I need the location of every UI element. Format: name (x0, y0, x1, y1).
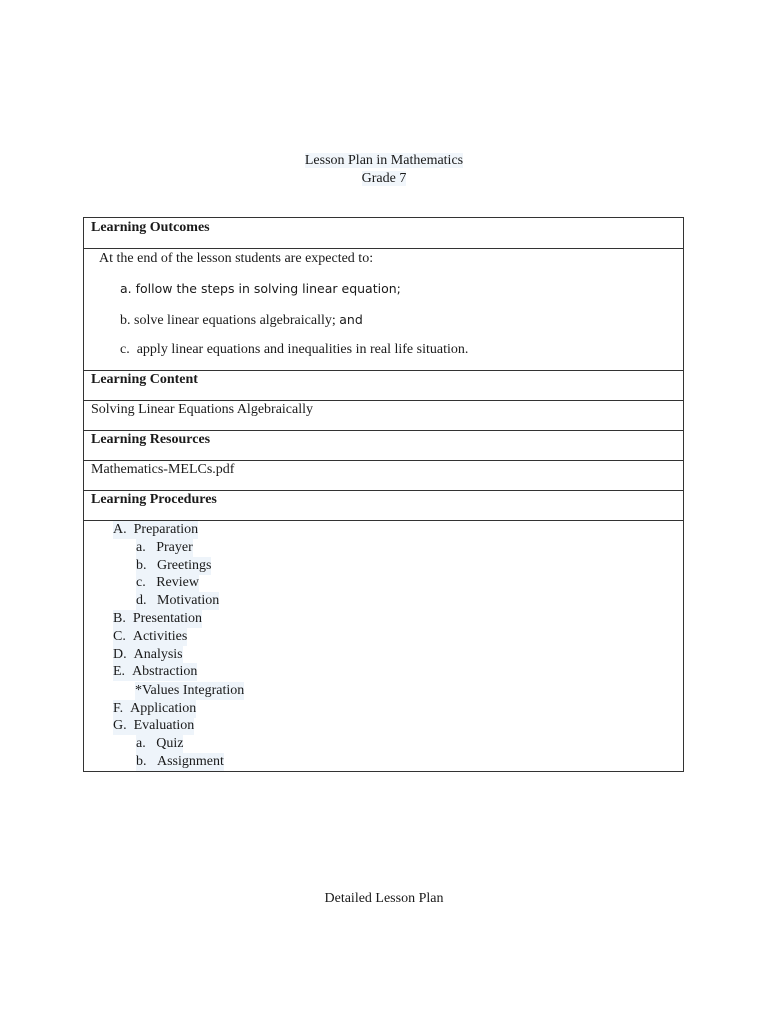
procedures-heading-cell (84, 491, 684, 521)
outcomes-heading-cell (84, 218, 684, 249)
footer-title: Detailed Lesson Plan (324, 891, 444, 906)
resources-heading-cell (84, 431, 684, 461)
outcome-item-a: a. follow the steps in solving linear equation; (120, 281, 401, 296)
outcome-item-c: c. apply linear equations and inequalities in real life situation. (120, 342, 469, 357)
resources-value: Mathematics-MELCs.pdf (91, 462, 235, 477)
procedure-subitem: d. Motivation (136, 593, 220, 608)
content-heading: Learning Content (91, 372, 198, 387)
procedure-subitem: c. Review (136, 575, 199, 590)
outcomes-heading: Learning Outcomes (91, 220, 210, 235)
procedure-item-g-upper: G. Evaluation (113, 718, 195, 733)
outcomes-body-cell (84, 249, 684, 371)
resources-heading: Learning Resources (91, 432, 211, 447)
content-value-cell (84, 401, 684, 431)
procedure-subitem: a. Quiz (136, 736, 184, 751)
procedure-item-d-upper: D. Analysis (113, 647, 183, 662)
procedure-subitem: b. Assignment (136, 754, 224, 769)
grade-label: Grade 7 (361, 171, 407, 186)
procedure-subitem: b. Greetings (136, 558, 212, 573)
content-value: Solving Linear Equations Algebraically (91, 402, 314, 417)
procedure-subitem: a. Prayer (136, 540, 193, 555)
procedure-note: *Values Integration (135, 683, 245, 698)
procedure-item-b-upper: B. Presentation (113, 611, 203, 626)
procedures-body-cell (84, 521, 684, 772)
resources-value-cell (84, 461, 684, 491)
procedure-item-e-upper: E. Abstraction (113, 664, 198, 679)
outcome-item-b: b. solve linear equations algebraically; and (120, 312, 363, 328)
procedure-item-f-upper: F. Application (113, 701, 197, 716)
content-heading-cell (84, 371, 684, 401)
lesson-plan-table (83, 217, 684, 772)
outcomes-intro: At the end of the lesson students are expected to: (99, 251, 374, 266)
procedures-heading: Learning Procedures (91, 492, 217, 507)
procedure-item-c-upper: C. Activities (113, 629, 188, 644)
procedure-item-a-upper: A. Preparation (113, 522, 199, 537)
document-title: Lesson Plan in Mathematics (304, 153, 464, 168)
